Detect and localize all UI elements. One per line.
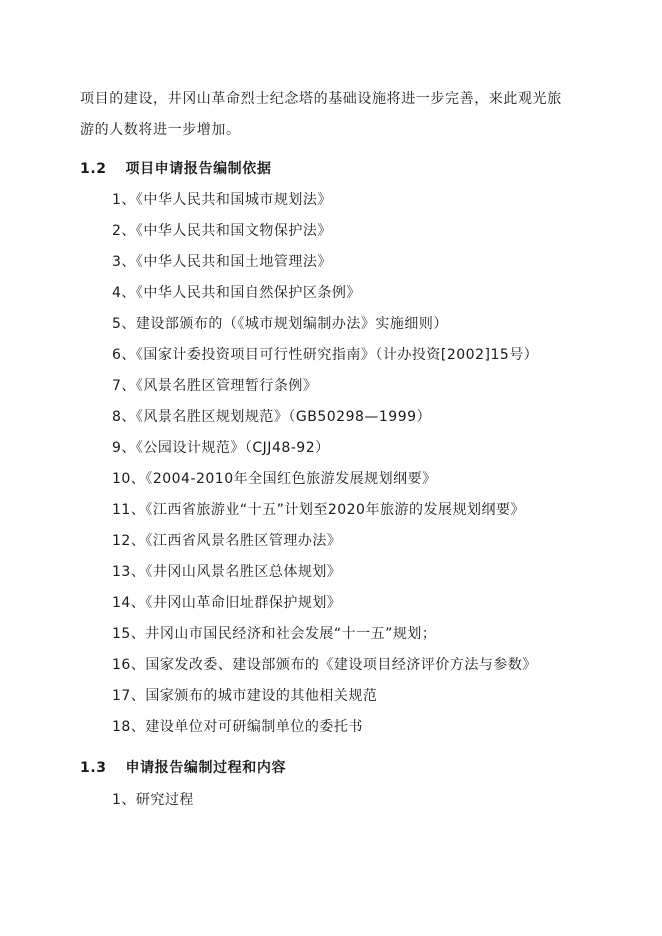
list-item: 18、建设单位对可研编制单位的委托书 [112, 719, 363, 735]
list-item: 9、《公园设计规范》（CJJ48-92） [112, 440, 330, 456]
list-item: 10、《2004-2010年全国红色旅游发展规划纲要》 [112, 471, 437, 487]
section-number: 1.3 [80, 760, 107, 776]
section-heading-1-2 [80, 154, 271, 185]
intro-paragraph [80, 84, 600, 146]
list-item: 17、国家颁布的城市建设的其他相关规范 [112, 688, 378, 704]
list-item: 6、《国家计委投资项目可行性研究指南》（计办投资[2002]15号） [112, 347, 539, 363]
list-item: 2、《中华人民共和国文物保护法》 [112, 223, 332, 239]
list-item: 13、《井冈山风景名胜区总体规划》 [112, 564, 342, 580]
list-item: 12、《江西省风景名胜区管理办法》 [112, 533, 342, 549]
reference-list [112, 185, 538, 743]
list-item: 8、《风景名胜区规划规范》（GB50298—1999） [112, 409, 432, 425]
section-heading-1-3 [80, 753, 286, 784]
list-item: 1、《中华人民共和国城市规划法》 [112, 192, 332, 208]
list-item: 14、《井冈山革命旧址群保护规划》 [112, 595, 342, 611]
section-number: 1.2 [80, 161, 107, 177]
list-item: 5、建设部颁布的（《城市规划编制办法》实施细则） [112, 316, 448, 332]
section-title: 项目申请报告编制依据 [125, 161, 272, 177]
sub-item-research-process: 1、研究过程 [112, 792, 194, 808]
list-item: 11、《江西省旅游业“十五”计划至2020年旅游的发展规划纲要》 [112, 502, 525, 518]
list-item: 15、井冈山市国民经济和社会发展“十一五”规划； [112, 626, 437, 642]
list-item: 16、国家发改委、建设部颁布的《建设项目经济评价方法与参数》 [112, 657, 537, 673]
intro-line-1: 项目的建设，井冈山革命烈士纪念塔的基础设施将进一步完善，来此观光旅 [80, 91, 562, 107]
section-title: 申请报告编制过程和内容 [125, 760, 287, 776]
list-item: 3、《中华人民共和国土地管理法》 [112, 254, 332, 270]
list-item: 7、《风景名胜区管理暂行条例》 [112, 378, 318, 394]
intro-line-2: 游的人数将进一步增加。 [80, 122, 241, 138]
list-item: 4、《中华人民共和国自然保护区条例》 [112, 285, 361, 301]
